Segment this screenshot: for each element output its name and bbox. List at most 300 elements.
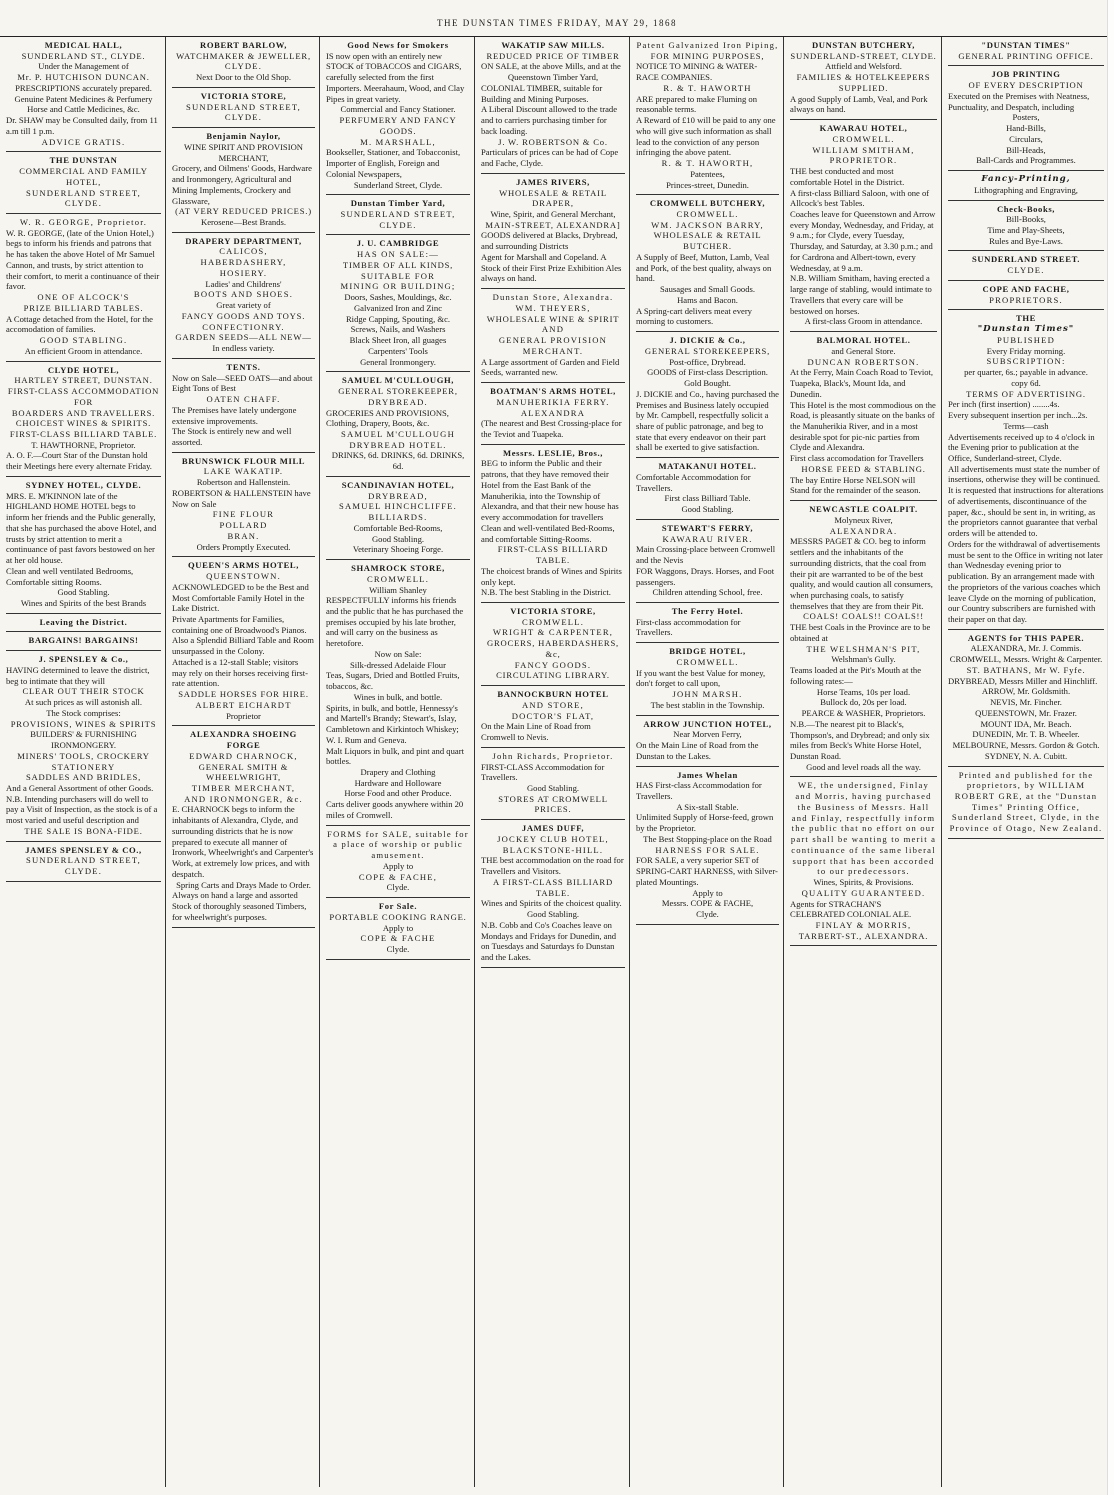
ad-heading: ALEXANDRA SHOEING FORGE [190, 729, 297, 751]
ad-line: Comfortable Accommodation for Travellers. [636, 471, 751, 493]
advertisement [481, 292, 625, 383]
ad-line: COLONIAL TIMBER, suitable for Building and Mining Purposes. [481, 82, 603, 104]
ad-heading: Benjamin Naylor, [206, 131, 281, 142]
column-7 [944, 37, 1108, 1487]
advertisement [636, 719, 779, 767]
ad-heading: BRUNSWICK FLOUR MILL [181, 455, 306, 466]
ad-line: DRYBREAD. [368, 396, 428, 407]
ad-line: FINLAY & MORRIS, [815, 920, 912, 931]
ad-line: Per inch (first insertion) ........4s. [948, 399, 1060, 410]
ad-line: CLYDE. [1007, 265, 1045, 276]
advertisement [326, 40, 470, 195]
ad-line: Apply to [382, 922, 414, 933]
column-5 [632, 37, 784, 1487]
ad-line: SUNDERLAND STREET, [185, 101, 301, 112]
ad-line: Bullock do, 20s per load. [820, 697, 907, 708]
ad-line: Screws, Nails, and Washers [350, 324, 446, 335]
ad-line: Teams loaded at the Pit's Mouth at the following rates:— [790, 665, 922, 686]
advertisement [326, 198, 470, 235]
ad-line: WHOLESALE & RETAIL BUTCHER. [653, 230, 762, 252]
ad-line: Proprietor [226, 710, 261, 721]
ad-line: DUNCAN ROBERTSON. [807, 356, 920, 367]
ad-heading: James Whelan [677, 769, 738, 780]
ad-heading: TENTS. [226, 361, 261, 372]
ad-line: N.B. William Smitham, having erected a large range of stabling, would intimate to Travellers that every care will be bestowed on horses. [790, 273, 932, 316]
ad-line: CROMWELL. [521, 616, 585, 627]
advertisement [172, 236, 315, 359]
ad-line: E. CHARNOCK begs to inform the inhabitants of Alexandra, Clyde, and surrounding districts that he is now prepared to execute all manner of Ironwork, Wheelwright's and Carpenter's Work, at extremely low prices, and with despatch. [172, 804, 314, 879]
advertisement [481, 606, 625, 686]
ad-line: Great variety of [216, 300, 271, 311]
ad-heading: W. R. GEORGE, Proprietor. [19, 217, 148, 228]
ad-line: GENERAL STOREKEEPER, [338, 386, 458, 397]
ad-heading: J. U. CAMBRIDGE [356, 238, 440, 249]
ad-line: Good Stabling. [681, 504, 734, 515]
ad-line: SADDLES AND BRIDLES, [25, 772, 142, 783]
ad-line: BUILDERS' & FURNISHING IRONMONGERY. [30, 729, 137, 751]
ad-line: GOODS delivered at Blacks, Drybread, and surrounding Districts [481, 230, 618, 252]
ad-heading: The Ferry Hotel. [671, 605, 744, 616]
ad-line: HABERDASHERY, [200, 257, 287, 268]
ad-line: MERCHANT. [522, 345, 584, 356]
advertisement [481, 177, 625, 289]
ad-heading: DRAPERY DEPARTMENT, [185, 235, 302, 246]
ad-line: Attached is a 12-stall Stable; visitors may rely on their horses receiving first-rate attention. [172, 656, 309, 689]
ad-line: ARROW, Mr. Goldsmith. [981, 686, 1071, 697]
ad-line: DRINKS, 6d. DRINKS, 6d. DRINKS, 6d. [331, 450, 465, 472]
ad-line: (The nearest and Best Crossing-place for the Teviot and Tuapeka. [481, 418, 622, 439]
ad-line: An efficient Groom in attendance. [24, 345, 143, 356]
ad-heading: Messrs. LESLIE, Bros., [503, 447, 603, 458]
column-6 [786, 37, 942, 1487]
ad-line: FOR Waggons, Drays. Horses, and Foot passengers. [636, 565, 775, 587]
ad-heading: ROBERT BARLOW, [200, 40, 287, 50]
ad-line: Bill-Books, [1006, 214, 1046, 225]
ad-line: ALBERT EICHARDT [195, 699, 292, 710]
ad-line: J. W. ROBERTSON & Co. [498, 136, 608, 147]
advertisement [326, 563, 470, 826]
ad-line: PRESCRIPTIONS accurately prepared. [15, 82, 152, 93]
ad-line: ROBERTSON & HALLENSTEIN have Now on Sale [172, 487, 311, 509]
ad-line: FIRST-CLASS BILLIARD TABLE. [9, 428, 158, 439]
ad-heading: ARROW JUNCTION HOTEL, [643, 718, 772, 729]
ad-line: William Shanley [369, 584, 427, 595]
ad-line: N.B. The best Stabling in the District. [481, 587, 611, 598]
ad-line: DRYBREAD, [368, 490, 428, 501]
advertisement [6, 217, 161, 362]
ad-line: Kerosene—Best Brands. [201, 217, 286, 228]
ad-line: First-class accommodation for Travellers. [636, 616, 741, 638]
ad-line: CROMWELL. [832, 133, 895, 144]
ad-line: CROMWELL. [676, 656, 739, 667]
ad-line: Post-office, Drybread. [669, 356, 746, 367]
ad-line: Executed on the Premises with Neatness, Punctuality, and Despatch, including [948, 90, 1090, 112]
ad-line: NOTICE TO MINING & WATER-RACE COMPANIES. [636, 61, 758, 83]
column-2 [168, 37, 320, 1487]
advertisement [326, 901, 470, 960]
ad-line: Every Friday morning. [986, 345, 1066, 356]
ad-line: ON SALE, at the above Mills, and at the [481, 61, 621, 72]
ad-line: FANCY GOODS AND TOYS. [181, 310, 306, 321]
ad-heading: THE [1016, 313, 1036, 324]
ad-line: Dr. SHAW may be Consulted daily, from 11 a.m till 1 p.m. [6, 115, 158, 136]
ad-line: GENERAL PRINTING OFFICE. [958, 50, 1094, 61]
ad-line: WRIGHT & CARPENTER, [492, 627, 614, 638]
ad-line: Robertson and Hallenstein. [196, 477, 291, 488]
ad-line: MRS. E. M'KINNON late of the HIGHLAND HOME HOTEL begs to inform her friends and the Public generally, that she has purchased the above Hotel, and trusts by strict attention to merit a continuance of past favors bestowed on her at her old house. [6, 490, 157, 566]
ad-line: A Cottage detached from the Hotel, for the accomodation of families. [6, 313, 153, 335]
ad-line: On the Main Line of Road from the Dunstan to the Lakes. [636, 740, 759, 761]
ad-line: Doors, Sashes, Mouldings, &c. [344, 292, 452, 303]
ad-line: Children attending School, free. [652, 587, 763, 598]
ad-line: Patentees, [690, 168, 725, 179]
ad-line: Time and Play-Sheets, [987, 225, 1065, 236]
advertisement [948, 770, 1104, 839]
ad-line: HORSE FEED & STABLING. [801, 463, 926, 474]
ad-line: CLYDE. [224, 61, 263, 72]
ad-line: W. R. GEORGE, (late of the Union Hotel,) begs to inform his friends and patrons that he has taken the above Hotel of Mr Samuel Cannon, and trusts, by strict attention to their comfort, to merit a continuance of their favor. [6, 227, 160, 292]
ad-line: per quarter, 6s.; payable in advance. [964, 367, 1088, 378]
ad-line: GARDEN SEEDS—ALL NEW— [175, 332, 312, 343]
ad-line: MANUHERIKIA FERRY. [496, 396, 610, 407]
ad-line: Horse Teams, 10s per load. [816, 686, 911, 697]
ad-line: General Ironmongery. [360, 356, 436, 367]
ad-heading: WE, the undersigned, Finlay and Morris, having purchased the Business of Messrs. Hall and Finlay, respectfully inform the public that no effort on our part shall be wanting to merit a continuance of the same liberal support that has been accorded to our predecessors. [790, 780, 937, 877]
ad-line: The Stock comprises: [46, 707, 121, 718]
ad-heading: JAMES DUFF, [521, 823, 585, 834]
ad-line: Comfortable Bed-Rooms, [353, 522, 443, 533]
ad-line: The choicest brands of Wines and Spirits only kept. [481, 565, 622, 587]
ad-line: FAMILIES & HOTELKEEPERS SUPPLIED. [796, 72, 931, 93]
ad-line: Gold Bought. [684, 378, 731, 389]
ad-heading: SAMUEL M'CULLOUGH, [341, 375, 455, 386]
advertisement [636, 335, 779, 458]
ad-line: GOOD STABLING. [39, 335, 128, 346]
ad-heading: SHAMROCK STORE, [351, 563, 445, 574]
ad-line: STATIONERY [51, 761, 116, 772]
ad-line: Veterinary Shoeing Forge. [352, 544, 444, 555]
ad-line: Apply to [382, 860, 414, 871]
ad-line: THE best conducted and most comfortable Hotel in the District. [790, 166, 905, 187]
ad-line: and General Store. [831, 345, 896, 356]
ad-line: Horse and Cattle Medicines, &c. [27, 104, 140, 115]
ad-line: FINE FLOUR [212, 509, 275, 520]
ad-line: "Dunstan Times" [977, 324, 1075, 335]
page-edge [1107, 0, 1114, 1495]
ad-line: WHOLESALE & RETAIL DRAPER, [499, 187, 607, 209]
advertisement [790, 123, 937, 332]
ad-heading: QUEEN'S ARMS HOTEL, [188, 560, 299, 571]
ad-line: Unlimited Supply of Horse-feed, grown by the Proprietor. [636, 812, 774, 834]
ad-heading: MATAKANUI HOTEL. [658, 461, 757, 472]
ad-heading: Check-Books, [996, 203, 1056, 214]
ad-line: Private Apartments for Families, containing one of Broadwood's Pianos. [172, 613, 307, 635]
ad-line: THE best Coals in the Province are to be obtained at [790, 622, 931, 643]
ad-line: Attfield and Welsford. [825, 61, 902, 72]
ad-line: Wine, Spirit, and General Merchant, [490, 209, 616, 220]
masthead [0, 0, 1114, 37]
ad-line: This Hotel is the most commodious on the Road, is pleasantly situate on the banks of the Manuherikia River, and in a most desirable spot for pic-nic parties from Clyde and Alexandra. [790, 399, 936, 453]
ad-heading: JAMES RIVERS, [516, 176, 590, 187]
ad-line: Ball-Cards and Programmes. [976, 155, 1076, 166]
ad-line: EDWARD CHARNOCK, [189, 750, 298, 761]
ad-line: Good Stabling. [57, 587, 110, 598]
ad-line: Sunderland Street, Clyde. [353, 179, 443, 190]
ad-line: CHOICEST WINES & SPIRITS. [15, 418, 152, 429]
ad-line: The best stablin in the Township. [650, 699, 765, 710]
ad-line: CIRCULATING LIBRARY. [496, 670, 610, 681]
advertisement [948, 284, 1104, 310]
ad-line: A first-class Billiard Saloon, with one of Allcock's best Tables. [790, 187, 930, 209]
ad-line: JOHN MARSH. [672, 689, 743, 700]
advertisement [172, 729, 315, 927]
advertisement [948, 40, 1104, 66]
advertisement [636, 770, 779, 925]
ad-line: Clean and well-ventilated Bed-Rooms, and comfortable Sitting-Rooms. [481, 522, 615, 544]
ad-line: BEG to inform the Public and their patrons, that they have removed their Hotel from the East Bank of the Manuherikia, into the Township of Alexandra, and that their new house has every accommodation for travellers [481, 458, 619, 523]
advertisement [172, 40, 315, 88]
ad-line: Apply to [692, 887, 723, 898]
ad-heading: CROMWELL BUTCHERY, [649, 198, 766, 209]
ad-line: STORES AT CROMWELL PRICES. [498, 793, 608, 815]
ad-line: CROMWELL. [366, 573, 430, 584]
ad-heading: SCANDINAVIAN HOTEL, [341, 479, 455, 490]
ad-heading: SUNDERLAND STREET. [971, 254, 1081, 265]
ad-line: TIMBER OF ALL KINDS, [342, 259, 454, 270]
ad-line: Queenstown Timber Yard, [507, 72, 599, 83]
ad-line: GOODS of First-class Description. [647, 367, 768, 378]
ad-line: Also a Splendid Billiard Table and Room unsurpassed in the Colony. [172, 635, 314, 657]
advertisement [481, 751, 625, 820]
ad-line: Silk-dressed Adelaide Flour [350, 659, 446, 670]
ad-heading: VICTORIA STORE, [510, 605, 596, 616]
ad-line: Now on Sale—SEED OATS—and about Eight Tons of Best [172, 372, 313, 394]
advertisement [172, 456, 315, 558]
ad-line: Every subsequent insertion per inch...2s. [948, 410, 1088, 421]
ad-line: Under the Management of [38, 61, 129, 72]
ad-line: A Six-stall Stable. [676, 801, 739, 812]
ad-line: HARNESS FOR SALE. [655, 844, 760, 855]
ad-line: HOSIERY. [219, 267, 268, 278]
advertisement [6, 617, 161, 633]
ad-line: Clean and well ventilated Bedrooms, Comfortable sitting Rooms. [6, 565, 134, 587]
ad-line: AND STORE, [522, 699, 584, 710]
ad-line: WINE SPIRIT AND PROVISION MERCHANT, [184, 141, 303, 163]
advertisement [6, 654, 161, 841]
ad-line: N.B.—The nearest pit to Black's, Thompson's, and Drybread; and only six miles from Beck's White Horse Hotel, Dunstan Road. [790, 718, 930, 761]
advertisement [636, 606, 779, 643]
ad-line: At the Ferry, Main Coach Road to Teviot, Tuapeka, Black's, Mount Ida, and Dunedin. [790, 367, 934, 399]
ad-line: At such prices as will astonish all. [24, 697, 143, 708]
ad-line: THE best accommodation on the road for Travellers and Visitors. [481, 855, 624, 877]
ad-line: JOCKEY CLUB HOTEL, [497, 833, 609, 844]
ad-line: FANCY GOODS. [514, 659, 592, 670]
ad-line: A Supply of Beef, Mutton, Lamb, Veal and Pork, of the best quality, always on hand. [636, 251, 772, 284]
ad-line: BILLIARDS. [368, 512, 428, 523]
ad-heading: J. SPENSLEY & Co., [38, 654, 129, 665]
ad-line: Commercial and Fancy Stationer. [340, 104, 456, 115]
ad-line: QUEENSTOWN, Mr. Frazer. [975, 707, 1077, 718]
ad-line: AND [541, 324, 565, 335]
ad-line: CROMWELL, Messrs. Wright & Carpenter. [949, 654, 1103, 665]
ad-line: MELBOURNE, Messrs. Gordon & Gotch. [952, 740, 1100, 751]
ad-line: FOR MINING PURPOSES, [650, 50, 765, 61]
advertisement [948, 633, 1104, 767]
ad-line: MAIN-STREET, ALEXANDRA] [485, 219, 621, 230]
advertisement [6, 845, 161, 882]
ad-line: Good and level roads all the way. [806, 761, 921, 772]
ad-heading: COPE AND FACHE, [982, 283, 1070, 294]
ad-line: Ladies' and Childrens' [205, 278, 282, 289]
ad-line: R. & T. HAWORTH, [661, 158, 754, 169]
ad-line: The Stock is entirely new and well assorted. [172, 426, 292, 447]
ad-heading: Good News for Smokers [347, 40, 449, 50]
ad-line: TIMBER MERCHANT, [191, 783, 296, 793]
ad-line: PEARCE & WASHER, Proprietors. [801, 708, 926, 719]
ad-line: ALEXANDRA [520, 407, 586, 418]
ad-line: All advertisements must state the number of insertions, otherwise they will be continued. It is requested that instructions for alterations of advertisements, discontinuance of the paper, &c., should be sent in, in writing, as the proprietors cannot guarantee that verbal orders will be attended to. [948, 463, 1104, 539]
advertisement [636, 461, 779, 520]
ad-line: A Spring-cart delivers meat every morning to customers. [636, 305, 752, 327]
ad-line: BOARDERS AND TRAVELLERS. [11, 407, 156, 418]
advertisement [481, 40, 625, 174]
advertisement [948, 69, 1104, 171]
ad-line: On the Main Line of Road from Cromwell to Nevis. [481, 721, 591, 743]
advertisement [6, 480, 161, 614]
ad-line: And a General Assortment of other Goods. [6, 783, 154, 793]
ad-heading: MEDICAL HALL, [44, 40, 123, 50]
ad-line: TARBERT-ST., ALEXANDRA. [798, 930, 929, 941]
ad-line: Clyde. [386, 944, 410, 955]
ad-line: Clyde. [696, 909, 719, 920]
ad-line: Grocery, and Oilmens' Goods, Hardware and Ironmongery, Agricultural and Mining Implements, Crockery and Glassware, [172, 163, 312, 206]
ad-line: Wines in bulk, and bottle. [353, 691, 443, 702]
ad-line: Particulars of prices can be had of Cope and Fache, Clyde. [481, 147, 619, 169]
ad-line: Galvanized Iron and Zinc [353, 302, 443, 313]
ad-heading: Leaving the District. [39, 616, 128, 627]
column-3 [322, 37, 475, 1487]
ad-line: GENERAL PROVISION [498, 335, 608, 346]
ad-line: BOOTS AND SHOES. [193, 289, 294, 300]
ad-line: Wines and Spirits of the best Brands [20, 597, 147, 608]
ad-line: GENERAL SMITH & WHEELWRIGHT, [198, 761, 289, 783]
ad-line: Bill-Heads, [1006, 144, 1046, 155]
ad-line: KAWARAU RIVER. [662, 533, 753, 544]
ad-line: Spirits, in bulk, and bottle, Hennessy's and Martell's Brandy; Stewart's, Islay, Cambletown and Kirkintoch Whiskey; W. I. Rum and Geneva. [326, 702, 459, 745]
ad-line: MOUNT IDA, Mr. Beach. [980, 718, 1072, 729]
ad-heading: BANNOCKBURN HOTEL [497, 689, 609, 700]
advertisement [636, 646, 779, 715]
advertisement [481, 689, 625, 748]
ad-line: REDUCED PRICE OF TIMBER [486, 50, 620, 61]
ad-line: HAVING determined to leave the district, beg to intimate that they will [6, 664, 150, 686]
ad-line: HAS ON SALE:— [357, 249, 439, 260]
ad-line: PROPRIETOR. [829, 155, 898, 166]
advertisement [481, 448, 625, 603]
ad-line: The bay Entire Horse NELSON will Stand for the remainder of the season. [790, 474, 921, 496]
ad-heading: DUNSTAN BUTCHERY, [811, 40, 915, 50]
ad-heading: Printed and published for the proprietors, by WILLIAM ROBERT GRE, at the "Dunstan Times" Printing Office, Sunderland Street, Clyde, in the Province of Otago, New Zealand. [949, 769, 1103, 834]
ad-line: PORTABLE COOKING RANGE. [329, 911, 467, 922]
ad-line: HARTLEY STREET, DUNSTAN. [14, 375, 153, 386]
advertisement [481, 823, 625, 968]
ad-line: Teas, Sugars, Dried and Bottled Fruits, tobaccos, &c. [326, 670, 460, 692]
ad-line: WATCHMAKER & JEWELLER, [176, 50, 311, 61]
ad-line: A good Supply of Lamb, Veal, and Pork always on hand. [790, 93, 928, 115]
ad-line: CLYDE. [64, 198, 103, 209]
advertisement [6, 40, 161, 152]
ad-line: PERFUMERY AND FANCY GOODS. [339, 115, 457, 136]
ad-line: N.B. Intending purchasers will do well to pay a Visit of Inspection, as the stock is of a most varied and useful description and [6, 793, 158, 826]
ad-line: In endless variety. [212, 343, 275, 354]
ad-line: PROVISIONS, WINES & SPIRITS [10, 718, 157, 729]
ad-line: SAMUEL M'CULLOUGH [340, 428, 455, 439]
ad-line: The Premises have lately undergone extensive improvements. [172, 404, 297, 426]
ad-line: Lithographing and Engraving, [974, 184, 1078, 195]
advertisement [948, 204, 1104, 252]
ad-line: Malt Liquors in bulk, and pint and quart bottles. [326, 745, 464, 767]
advertisement [172, 91, 315, 128]
advertisement [790, 40, 937, 120]
ad-line: FOR SALE, a very superior SET of SPRING-CART HARNESS, with Silver-plated Mountings. [636, 855, 778, 887]
ad-line: QUALITY GUARANTEED. [801, 887, 926, 898]
ad-line: IS now open with an entirely new STOCK of TOBACCOS and CIGARS, carefully selected from the first Importers. Meerahaum, Wood, and Clay Pipes in great variety. [326, 50, 465, 104]
ad-line: R. & T. HAWORTH [663, 82, 752, 93]
ad-line: Black Sheet Iron, all guages [349, 335, 447, 346]
ad-line: A Reward of £10 will be paid to any one who will give such information as shall lead to the conviction of any person infringing the above patent. [636, 115, 776, 158]
ad-line: ALEXANDRA, Mr. J. Commis. [970, 643, 1082, 654]
advertisement [790, 780, 937, 946]
ad-line: WM. JACKSON BARRY, [651, 219, 764, 230]
ad-line: Agents for STRACHAN'S CELEBRATED COLONIAL ALE. [790, 898, 912, 920]
ad-line: Drapery and Clothing [360, 767, 436, 777]
ad-line: Orders for the withdrawal of advertisements must be sent to the Office in writing not later than Wednesday evening prior to publication. By an arrangement made with the proprietors of the various coaches which leave Clyde on the morning of publication, our Country subscribers are furnished with their paper on that day. [948, 538, 1103, 624]
advertisement [6, 365, 161, 477]
ad-line: Coaches leave for Queenstown and Arrow every Monday, Wednesday, and Friday, at 9 a.m.; for Clyde, every Tuesday, Thursday, and Saturday, at 3.30 p.m.; and for Cardrona and Albert-town, every Wednesday, at 9 a.m. [790, 209, 936, 273]
ad-line: Molyneux River, [834, 514, 893, 525]
ad-heading: THE DUNSTAN [49, 155, 118, 166]
ad-line: Messrs. COPE & FACHE, [661, 898, 754, 909]
ad-line: QUEENSTOWN. [206, 571, 281, 582]
ad-line: A. O. F.—Court Star of the Dunstan hold their Meetings here every alternate Friday. [6, 450, 152, 472]
ad-line: FIRST-CLASS BILLIARD TABLE. [497, 544, 609, 566]
column-4 [477, 37, 630, 1487]
ad-line: A Liberal Discount allowed to the trade and to carriers purchasing timber for back loading. [481, 104, 618, 136]
ad-line: Posters, [1012, 112, 1040, 123]
advertisement [948, 174, 1104, 200]
ad-line: Orders Promptly Executed. [196, 541, 291, 552]
ad-line: Hardware and Holloware [354, 777, 442, 788]
ad-line: ST. BATHANS, Mr W. Fyfe. [966, 664, 1086, 675]
ad-heading: FORMS for SALE, suitable for a place of worship or public amusement. [327, 828, 469, 861]
ad-line: WILLIAM SMITHAM, [812, 144, 915, 155]
ad-line: PRIZE BILLIARD TABLES. [23, 302, 144, 313]
ad-line: Sausages and Small Goods. [659, 284, 755, 295]
ad-line: DUNEDIN, Mr. T. B. Wheeler. [972, 729, 1080, 740]
advertisement [326, 238, 470, 372]
ad-line: GENERAL STOREKEEPERS, [644, 345, 771, 356]
ad-line: The Best Stopping-place on the Road [643, 833, 772, 844]
ad-line: Wines, Spirits, & Provisions. [813, 877, 914, 888]
ad-line: COALS! COALS!! COALS!! [803, 611, 924, 622]
ad-line: Circulars, [1009, 133, 1043, 144]
advertisement [481, 386, 625, 445]
ad-line: WHOLESALE WINE & SPIRIT [486, 313, 620, 324]
ad-line: DRYBREAD, Messrs Miller and Hinchliff. [948, 675, 1098, 686]
advertisement [326, 829, 470, 898]
ad-line: DOCTOR'S FLAT, [511, 710, 595, 721]
ad-heading: Patent Galvanized Iron Piping, [636, 40, 779, 50]
